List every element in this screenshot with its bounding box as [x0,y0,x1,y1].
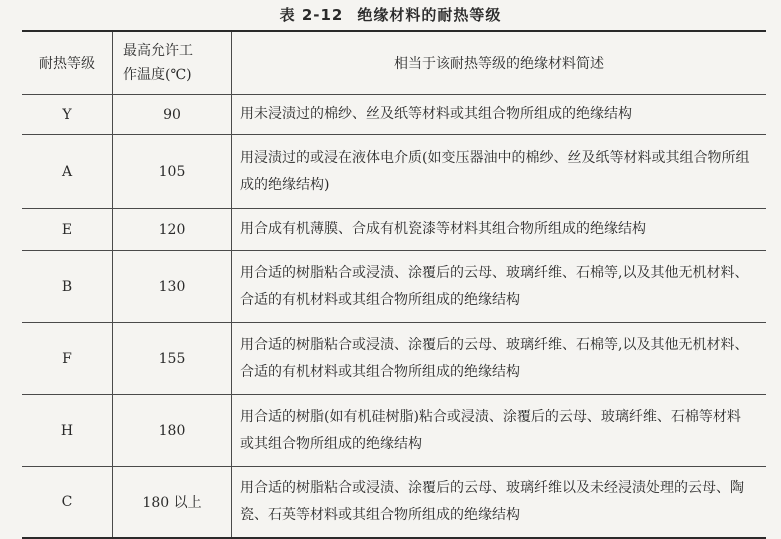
table-title: 绝缘材料的耐热等级 [357,6,502,24]
description-cell: 用合适的树脂粘合或浸渍、涂覆后的云母、玻璃纤维以及未经浸渍处理的云母、陶瓷、石英等材料或其组合物所组成的绝缘结构 [232,467,767,539]
temp-cell: 105 [113,135,232,209]
grade-cell: C [22,467,113,539]
temp-cell: 90 [113,95,232,135]
description-cell: 用合适的树脂(如有机硅树脂)粘合或浸渍、涂覆后的云母、玻璃纤维、石棉等材料或其组合物所组成的绝缘结构 [232,395,767,467]
table-row [22,395,766,467]
grade-cell: H [22,395,113,467]
temp-cell: 120 [113,209,232,251]
grade-cell: E [22,209,113,251]
table-number: 表 2-12 [279,6,344,24]
description-cell: 用浸渍过的或浸在液体电介质(如变压器油中的棉纱、丝及纸等材料或其组合物所组成的绝缘结构) [232,135,767,209]
table-row [22,209,766,251]
header-max-temp-line2: 作温度(℃) [123,67,192,83]
table-row [22,251,766,323]
table-row [22,467,766,539]
header-description: 相当于该耐热等级的绝缘材料简述 [232,31,767,95]
insulation-grade-table [22,30,766,539]
table-row [22,135,766,209]
grade-cell: A [22,135,113,209]
table-row [22,323,766,395]
temp-cell: 155 [113,323,232,395]
description-cell: 用未浸渍过的棉纱、丝及纸等材料或其组合物所组成的绝缘结构 [232,95,767,135]
header-grade: 耐热等级 [22,31,113,95]
description-cell: 用合适的树脂粘合或浸渍、涂覆后的云母、玻璃纤维、石棉等,以及其他无机材料、合适的有机材料或其组合物所组成的绝缘结构 [232,251,767,323]
temp-cell: 130 [113,251,232,323]
table-row [22,95,766,135]
temp-cell: 180 [113,395,232,467]
table-caption [0,0,781,30]
temp-cell: 180 以上 [113,467,232,539]
description-cell: 用合适的树脂粘合或浸渍、涂覆后的云母、玻璃纤维、石棉等,以及其他无机材料、合适的有机材料或其组合物所组成的绝缘结构 [232,323,767,395]
header-max-temp-line1: 最高允许工 [123,43,193,59]
header-max-temp [113,31,232,95]
header-row [22,31,766,95]
grade-cell: F [22,323,113,395]
description-cell: 用合成有机薄膜、合成有机瓷漆等材料其组合物所组成的绝缘结构 [232,209,767,251]
grade-cell: B [22,251,113,323]
grade-cell: Y [22,95,113,135]
